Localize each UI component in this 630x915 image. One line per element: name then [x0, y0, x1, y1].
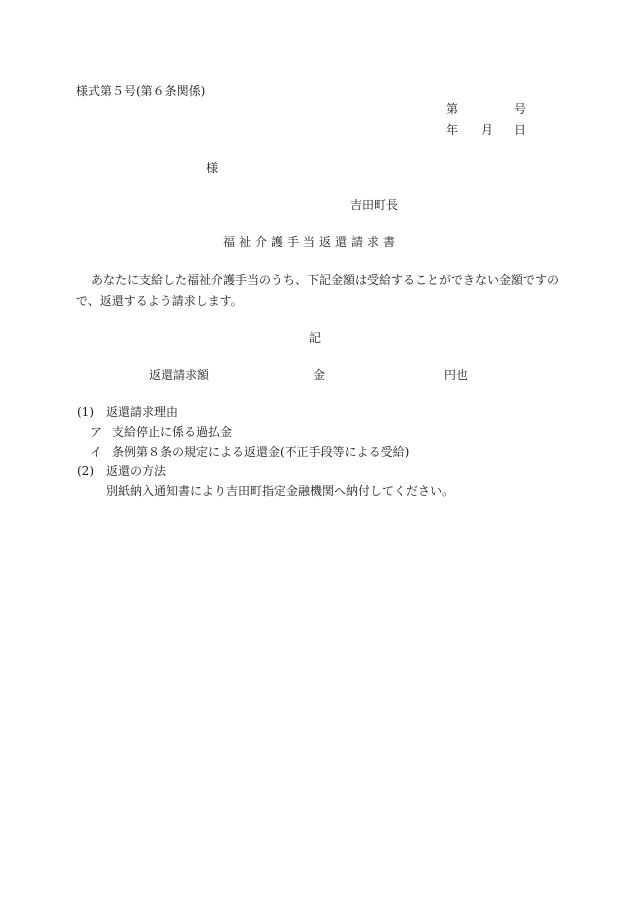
reason-label: 返還請求理由 [106, 405, 179, 419]
date-month-label: 月 [481, 123, 494, 137]
reason-item-marker: イ [90, 445, 103, 459]
date-year-label: 年 [446, 123, 459, 137]
reason-item-text: 支給停止に係る過払金 [112, 425, 233, 439]
amount-yen-label: 円也 [444, 368, 469, 382]
addressee-suffix: 様 [206, 161, 219, 175]
amount-kin-label: 金 [313, 368, 326, 382]
body-text-line-2: で、返還するよう請求します。 [76, 294, 243, 308]
body-text-line-1: あなたに支給した福祉介護手当のうち、下記金額は受給することができない金額ですの [91, 273, 560, 287]
method-label: 返還の方法 [106, 464, 167, 478]
document-number-prefix: 第 [446, 102, 459, 116]
form-label: 様式第５号(第６条関係) [76, 84, 206, 98]
reason-number: (1) [77, 405, 94, 419]
method-number: (2) [77, 464, 94, 478]
issuer-name: 吉田町長 [350, 198, 399, 212]
document-title: 福祉介護手当返還請求書 [223, 235, 400, 249]
amount-label: 返還請求額 [149, 368, 210, 382]
ki-heading: 記 [309, 331, 322, 345]
reason-item-marker: ア [90, 425, 103, 439]
reason-item-text: 条例第８条の規定による返還金(不正手段等による受給) [112, 445, 410, 459]
document-number-suffix: 号 [514, 102, 527, 116]
method-text: 別紙納入通知書により吉田町指定金融機関へ納付してください。 [106, 484, 455, 498]
date-day-label: 日 [514, 123, 527, 137]
